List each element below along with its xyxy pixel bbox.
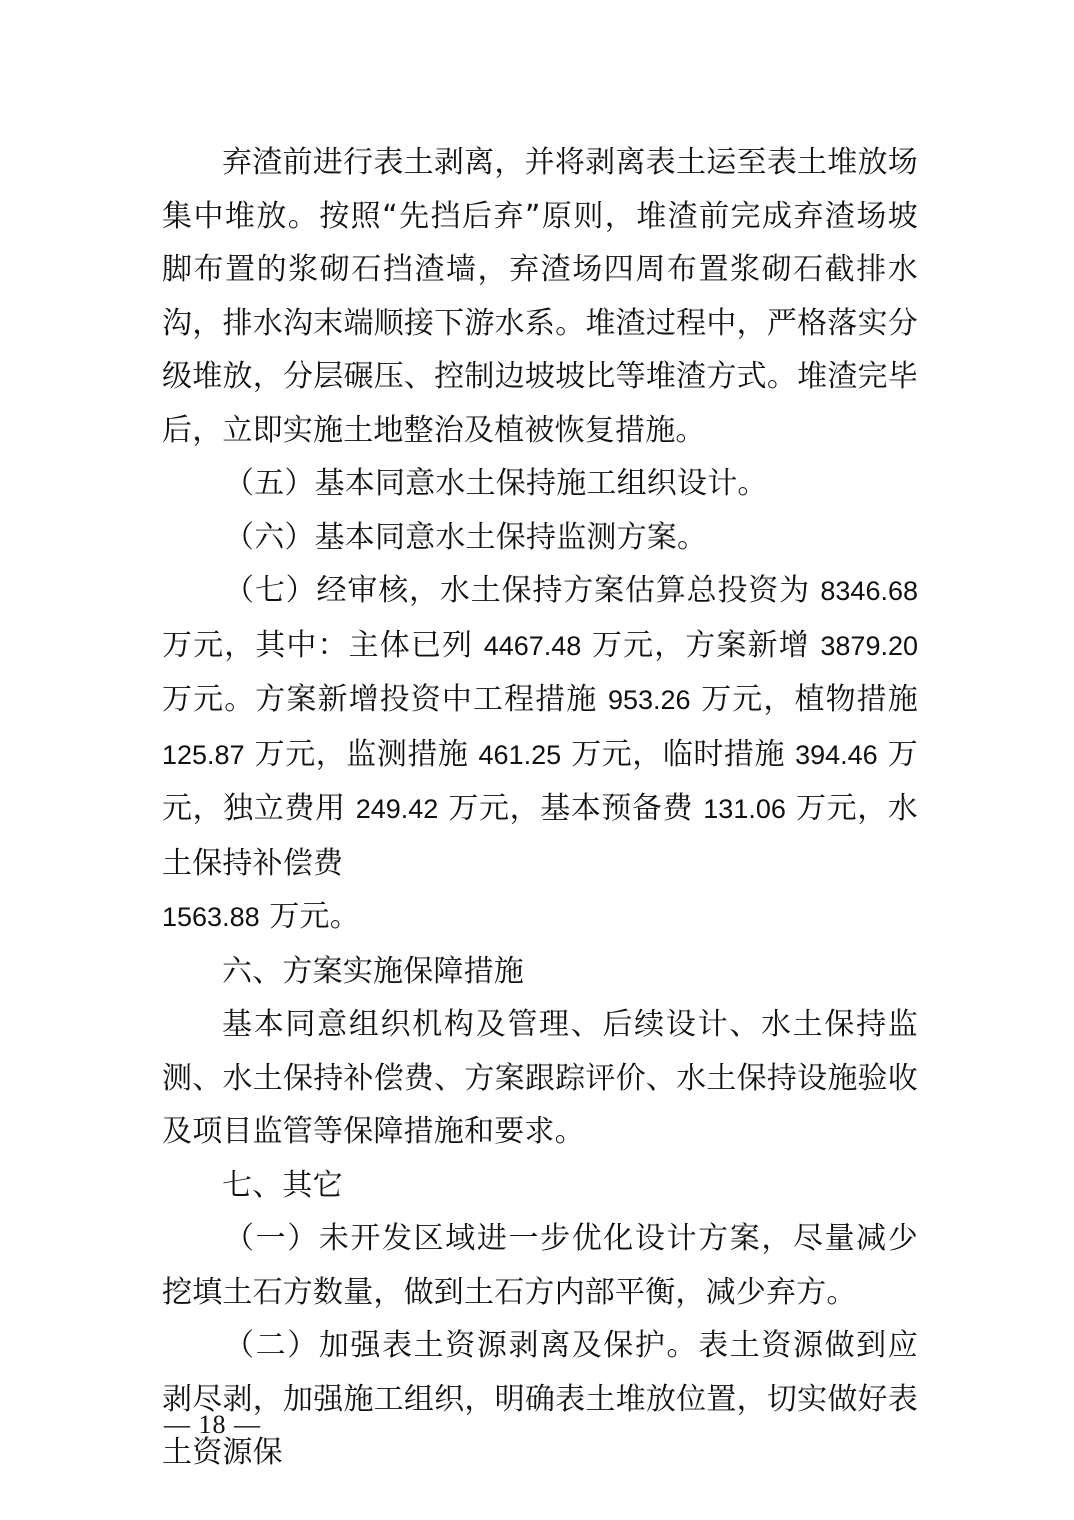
text-segment: 万元。 (269, 899, 360, 934)
paragraph-other-2: （二）加强表土资源剥离及保护。表土资源做到应剥尽剥，加强施工组织，明确表土堆放位置，切实做好表土资源保 (162, 1328, 918, 1470)
text-segment: 万元，基本预备费 (448, 791, 694, 826)
page-number: — 18 — (164, 1410, 261, 1439)
text-segment: 万元，其中：主体已列 (162, 627, 474, 663)
document-body (162, 136, 918, 1480)
monitoring-measures-value: 461.25 (478, 739, 562, 770)
paragraph-safeguards: 基本同意组织机构及管理、后续设计、水土保持监测、水土保持补偿费、方案跟踪评价、水土保持设施验收及项目监管等保障措施和要求。 (162, 1007, 918, 1149)
text-segment: 万元。方案新增投资中工程措施 (162, 682, 598, 717)
text-segment: 万元，独立费用 (162, 736, 918, 826)
paragraph-other-1: （一）未开发区域进一步优化设计方案，尽量减少挖填土石方数量，做到土石方内部平衡，减少弃方。 (162, 1221, 918, 1310)
compensation-fee-value: 1563.88 (162, 902, 260, 932)
section-heading-6: 六、方案实施保障措施 (222, 953, 524, 989)
engineering-measures-value: 953.26 (607, 685, 691, 715)
plant-measures-value: 125.87 (162, 739, 245, 770)
text-segment: 万元，水土保持补偿费 (162, 791, 918, 881)
independent-fee-value: 249.42 (355, 794, 439, 824)
text-segment: 万元，方案新增 (591, 627, 810, 663)
total-investment-value: 8346.68 (820, 576, 918, 606)
basic-reserve-value: 131.06 (703, 794, 786, 824)
main-listed-value: 4467.48 (483, 630, 582, 661)
paragraph-item-7-investment (162, 564, 918, 945)
text-segment: 万元，监测措施 (254, 736, 469, 772)
temporary-measures-value: 394.46 (795, 739, 878, 770)
paragraph-item-6: （六）基本同意水土保持监测方案。 (224, 519, 708, 555)
section-heading-7: 七、其它 (222, 1167, 343, 1203)
text-segment: （七）经审核，水土保持方案估算总投资为 (224, 573, 810, 608)
paragraph-item-5: （五）基本同意水土保持施工组织设计。 (224, 466, 768, 501)
text-segment: 万元，临时措施 (571, 736, 785, 772)
paragraph-spoil-disposal: 弃渣前进行表土剥离，并将剥离表土运至表土堆放场集中堆放。按照“先挡后弃”原则，堆渣前完成弃渣场坡脚布置的浆砌石挡渣墙，弃渣场四周布置浆砌石截排水沟，排水沟末端顺接下游水系。堆渣过程中，严格落实分级堆放，分层碾压、控制边坡坡比等堆渣方式。堆渣完毕后，立即实施土地整治及植被恢复措施。 (162, 145, 918, 448)
new-added-value: 3879.20 (820, 630, 918, 661)
text-segment: 万元，植物措施 (701, 682, 918, 717)
